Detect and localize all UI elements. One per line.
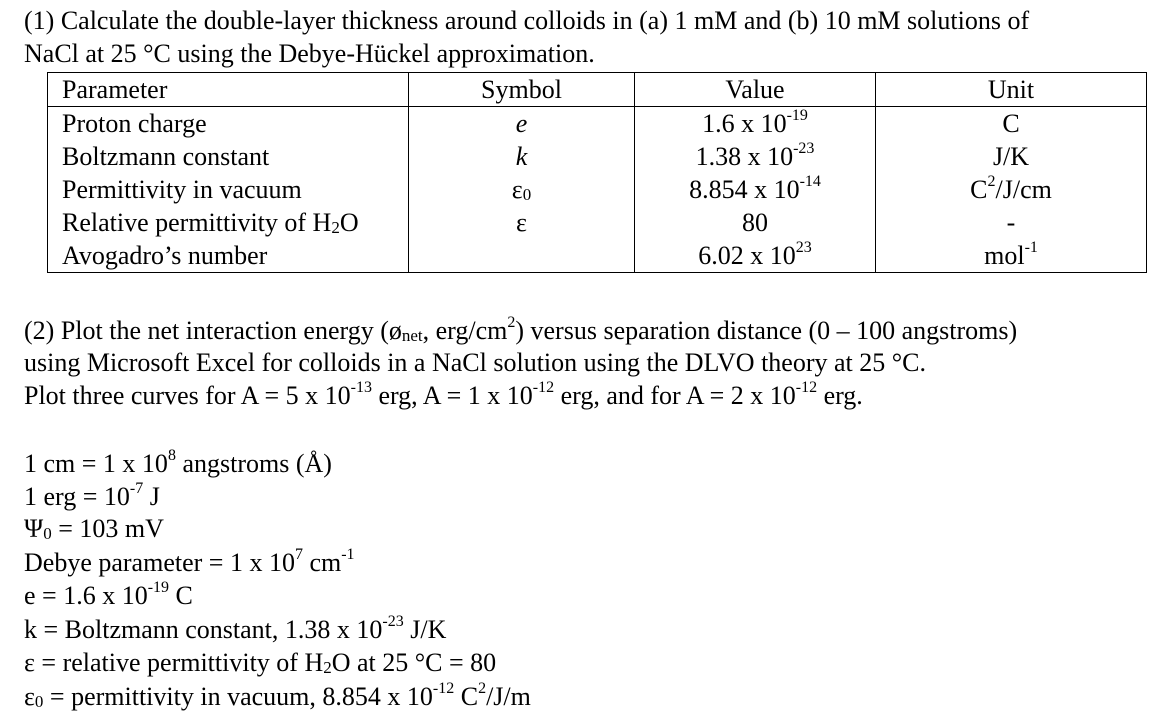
param-part: Relative permittivity of H: [62, 208, 332, 237]
question1-line2: NaCl at 25 °C using the Debye-Hückel approximation.: [24, 39, 595, 68]
question1-line1: (1) Calculate the double-layer thickness around colloids in (a) 1 mM and (b) 10 mM solutions of: [24, 6, 1030, 35]
subscript: 0: [43, 524, 52, 543]
row-parameter: Avogadro’s number: [48, 239, 409, 273]
text-part: erg, and for A = 2 x 10: [554, 381, 796, 410]
value-base: 6.02 x 10: [698, 241, 796, 270]
row-parameter: [48, 206, 409, 239]
row-unit: C: [876, 107, 1147, 141]
text-part: ε = relative permittivity of H: [24, 648, 324, 677]
exponent: -19: [147, 579, 170, 596]
header-value: Value: [635, 73, 876, 107]
phi-subscript: net: [401, 326, 423, 345]
row-value: [635, 107, 876, 141]
text-part: O at 25 °C = 80: [331, 648, 497, 677]
row-unit: J/K: [876, 140, 1147, 173]
unit-part: /J/cm: [995, 175, 1052, 204]
table-header-row: [48, 73, 1147, 107]
table-row: [48, 140, 1147, 173]
constant-relative-permittivity: [24, 648, 496, 678]
text-part: erg, A = 1 x 10: [371, 381, 533, 410]
value-exponent: -19: [786, 107, 808, 124]
row-unit: [876, 173, 1147, 206]
row-value: [635, 140, 876, 173]
text-part: 1 erg = 10: [24, 482, 130, 511]
question2-line2: using Microsoft Excel for colloids in a NaCl solution using the DLVO theory at 25 °C.: [24, 348, 927, 377]
row-parameter: Proton charge: [48, 107, 409, 141]
exponent: -12: [795, 379, 818, 396]
constant-debye-parameter: [24, 548, 355, 578]
row-value: 80: [635, 206, 876, 239]
param-subscript: 2: [331, 218, 340, 237]
text-part: cm: [302, 548, 342, 577]
exponent: -12: [432, 680, 455, 697]
value-exponent: 23: [795, 239, 812, 256]
header-parameter: Parameter: [48, 73, 409, 107]
header-symbol: Symbol: [409, 73, 635, 107]
constant-vacuum-permittivity: [24, 682, 531, 712]
text-part: C: [169, 581, 193, 610]
exponent: 8: [167, 447, 176, 464]
exponent: 2: [478, 680, 487, 697]
unit-part: mol: [984, 241, 1025, 270]
constant-psi0: [24, 514, 164, 544]
value-base: 1.6 x 10: [702, 109, 787, 138]
text-part: e = 1.6 x 10: [24, 581, 148, 610]
exponent: -12: [532, 379, 555, 396]
text-part: 1 cm = 1 x 10: [24, 449, 168, 478]
symbol-subscript: 0: [522, 185, 532, 204]
text-part: = 103 mV: [51, 514, 164, 543]
text-part: ) versus separation distance (0 – 100 angstroms): [515, 316, 1018, 345]
row-unit: [876, 239, 1147, 273]
row-value: [635, 173, 876, 206]
exponent: 7: [294, 546, 303, 563]
exponent: -13: [350, 379, 372, 396]
row-symbol: k: [409, 140, 635, 173]
subscript: 2: [323, 658, 332, 677]
row-parameter: Boltzmann constant: [48, 140, 409, 173]
text-part: Ψ: [24, 514, 44, 543]
text-part: (2) Plot the net interaction energy (ø: [24, 316, 402, 345]
unit-part: C: [970, 175, 988, 204]
row-symbol: [409, 173, 635, 206]
row-parameter: Permittivity in vacuum: [48, 173, 409, 206]
text-part: J: [143, 482, 160, 511]
unit-exponent: -1: [1024, 239, 1038, 256]
exponent: -1: [341, 546, 355, 563]
unit-exponent: 2: [507, 314, 516, 331]
table-row: [48, 206, 1147, 239]
table-row: [48, 107, 1147, 141]
text-part: = permittivity in vacuum, 8.854 x 10: [43, 682, 433, 711]
unit-exponent: 2: [987, 173, 996, 190]
exponent: -7: [129, 480, 144, 497]
text-part: Debye parameter = 1 x 10: [24, 548, 295, 577]
table-row: [48, 239, 1147, 273]
constant-cm-angstrom: [24, 449, 332, 479]
question2-line3: [24, 381, 863, 411]
text-part: ε: [24, 682, 35, 711]
text-part: erg.: [817, 381, 863, 410]
param-part: O: [339, 208, 359, 237]
value-base: 8.854 x 10: [689, 175, 800, 204]
text-part: J/K: [403, 615, 447, 644]
text-part: /J/m: [486, 682, 531, 711]
constant-proton-charge: [24, 581, 193, 611]
parameter-table: [47, 72, 1147, 273]
table-row: [48, 173, 1147, 206]
row-symbol: ε: [409, 206, 635, 239]
text-part: , erg/cm: [422, 316, 508, 345]
subscript: 0: [34, 692, 44, 711]
value-exponent: -23: [793, 140, 815, 157]
text-part: Plot three curves for A = 5 x 10: [24, 381, 351, 410]
constant-boltzmann: [24, 615, 446, 645]
constant-erg-joule: [24, 482, 160, 512]
question2-line1: [24, 316, 1017, 346]
value-exponent: -14: [799, 173, 821, 190]
row-symbol: e: [409, 107, 635, 141]
value-base: 1.38 x 10: [695, 142, 794, 171]
symbol-base: ε: [511, 175, 523, 204]
row-unit: -: [876, 206, 1147, 239]
exponent: -23: [382, 613, 404, 630]
text-part: k = Boltzmann constant, 1.38 x 10: [24, 615, 383, 644]
header-unit: Unit: [876, 73, 1147, 107]
text-part: C: [454, 682, 479, 711]
text-part: angstroms (Å): [175, 449, 332, 478]
row-value: [635, 239, 876, 273]
row-symbol: [409, 239, 635, 273]
